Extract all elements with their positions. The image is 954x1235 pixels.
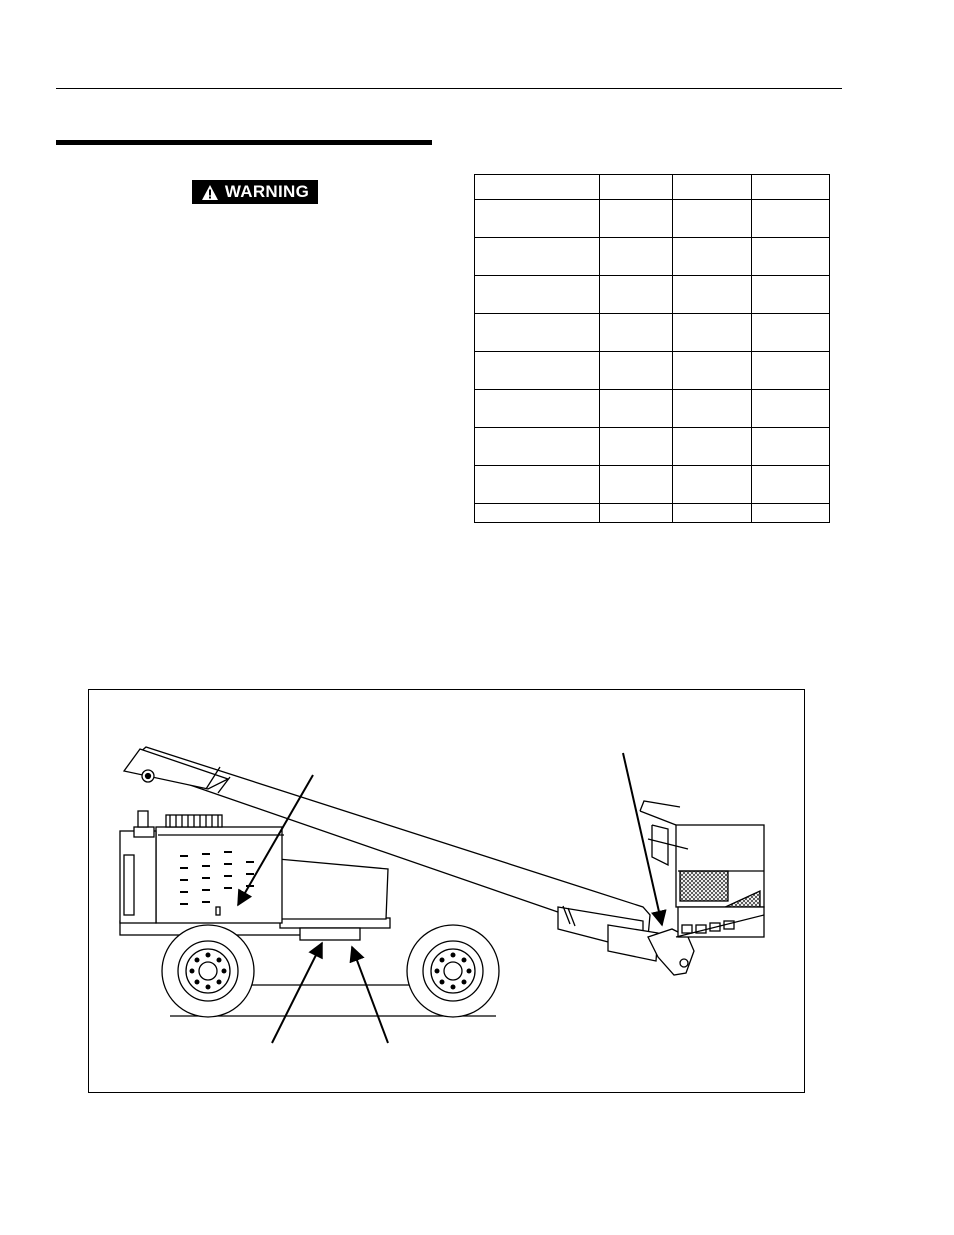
table-row — [475, 466, 830, 504]
table-row — [475, 428, 830, 466]
table-row — [475, 352, 830, 390]
table-cell — [475, 200, 600, 238]
section-rule — [56, 140, 432, 145]
leader-arrow-turntable-left — [272, 943, 322, 1043]
boom-lift-illustration — [88, 689, 805, 1093]
table-cell — [475, 352, 600, 390]
table-cell — [752, 352, 830, 390]
table-cell — [752, 428, 830, 466]
table-cell — [600, 200, 673, 238]
table-cell — [475, 276, 600, 314]
table-cell — [752, 390, 830, 428]
table-cell — [752, 175, 830, 200]
table-cell — [673, 200, 752, 238]
leader-arrow-platform — [623, 753, 662, 925]
warning-label: WARNING — [224, 182, 310, 201]
header-rule — [56, 88, 842, 89]
front-wheel — [407, 925, 499, 1017]
table-cell — [673, 390, 752, 428]
spec-table — [474, 174, 830, 523]
table-cell — [752, 200, 830, 238]
rear-wheel — [162, 925, 254, 1017]
table-cell — [600, 390, 673, 428]
table-cell — [752, 238, 830, 276]
table-cell — [600, 276, 673, 314]
table-cell — [600, 175, 673, 200]
table-cell — [600, 314, 673, 352]
table-cell — [600, 466, 673, 504]
table-cell — [673, 276, 752, 314]
table-cell — [475, 314, 600, 352]
table-cell — [752, 504, 830, 523]
table-cell — [673, 314, 752, 352]
table-row — [475, 200, 830, 238]
table-cell — [673, 175, 752, 200]
table-cell — [673, 428, 752, 466]
table-cell — [752, 466, 830, 504]
table-cell — [475, 504, 600, 523]
warning-badge — [192, 180, 318, 204]
table-cell — [752, 314, 830, 352]
table-cell — [475, 175, 600, 200]
warning-triangle-icon — [201, 184, 219, 201]
table-row — [475, 504, 830, 523]
table-cell — [600, 504, 673, 523]
table-cell — [475, 238, 600, 276]
table-row — [475, 175, 830, 200]
table-row — [475, 314, 830, 352]
table-cell — [600, 352, 673, 390]
table-row — [475, 238, 830, 276]
table-cell — [475, 428, 600, 466]
leader-arrow-turntable-right — [352, 947, 388, 1043]
engine-cabinet — [156, 827, 282, 923]
table-cell — [475, 466, 600, 504]
table-cell — [673, 238, 752, 276]
table-cell — [600, 428, 673, 466]
table-cell — [475, 390, 600, 428]
table-row — [475, 390, 830, 428]
table-cell — [600, 238, 673, 276]
table-row — [475, 276, 830, 314]
table-cell — [673, 504, 752, 523]
table-cell — [673, 352, 752, 390]
table-cell — [752, 276, 830, 314]
table-cell — [673, 466, 752, 504]
